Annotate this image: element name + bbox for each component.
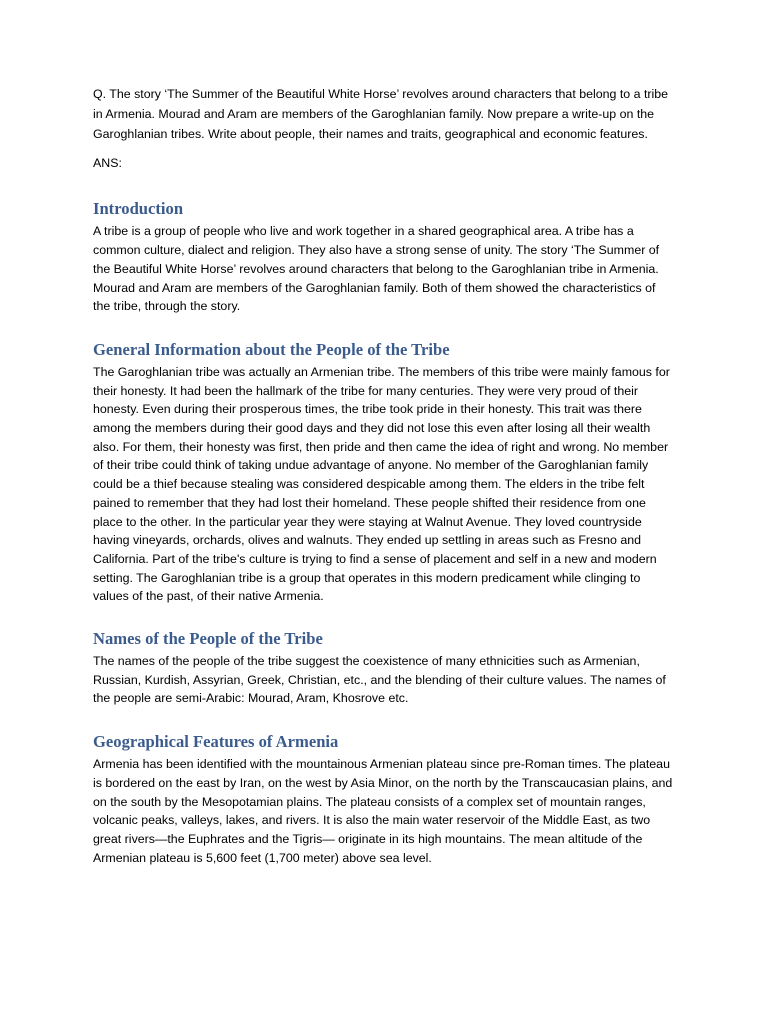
section-heading: Geographical Features of Armenia <box>93 732 339 752</box>
section-body: The names of the people of the tribe suggest the coexistence of many ethnicities such as Armenian, Russian, Kurdish, Assyrian, Greek, Christian, etc., and the blending of their culture values. The names of the people are semi-Arabic: Mourad, Aram, Khosrove etc. <box>93 654 666 706</box>
section-body: The Garoghlanian tribe was actually an Armenian tribe. The members of this tribe were mainly famous for their honesty. It had been the hallmark of the tribe for many centuries. They were very proud of their honesty. Even during their prosperous times, the tribe took pride in their honesty. This trait was there among the members during their good days and they did not lose this even after losing all their wealth also. For them, their honesty was first, then pride and then came the idea of right and wrong. No member of their tribe could think of taking undue advantage of anyone. No member of the Garoghlanian family could be a thief because stealing was considered despicable among them. The elders in the tribe felt pained to remember that they had lost their homeland. These people shifted their residence from one place to the other. In the particular year they were staying at Walnut Avenue. They loved countryside having vineyards, orchards, olives and walnuts. They ended up settling in areas such as Fresno and California. Part of the tribe's culture is trying to find a sense of placement and self in a new and modern setting. The Garoghlanian tribe is a group that operates in this modern predicament while clinging to values of the past, of their native Armenia. <box>93 364 670 604</box>
section-body: Armenia has been identified with the mountainous Armenian plateau since pre-Roman times. The plateau is bordered on the east by Iran, on the west by Asia Minor, on the north by the Transcaucasian plains, and on the south by the Mesopotamian plains. The plateau consists of a complex set of mountain ranges, volcanic peaks, valleys, lakes, and rivers. It is also the main water reservoir of the Middle East, as two great rivers—the Euphrates and the Tigris— originate in its high mountains. The mean altitude of the Armenian plateau is 5,600 feet (1,700 meter) above sea level. <box>93 757 673 865</box>
section-heading: General Information about the People of the Tribe <box>93 339 450 359</box>
section-general-information <box>93 340 675 606</box>
section-geographical-features <box>93 732 675 867</box>
section-names <box>93 629 675 708</box>
section-heading: Introduction <box>93 199 184 219</box>
section-introduction <box>93 199 675 316</box>
question-text: Q. The story ‘The Summer of the Beautiful White Horse’ revolves around characters that belong to a tribe in Armenia. Mourad and Aram are members of the Garoghlanian family. Now prepare a write-up on the Garoghlanian tribes. Write about people, their names and traits, geographical and economic features. <box>93 87 669 141</box>
answer-label: ANS: <box>93 156 122 171</box>
document-content <box>93 85 675 867</box>
section-heading: Names of the People of the Tribe <box>93 629 323 649</box>
section-body: A tribe is a group of people who live and work together in a shared geographical area. A tribe has a common culture, dialect and religion. They also have a strong sense of unity. The story ‘The Summer of the Beautiful White Horse’ revolves around characters that belong to the Garoghlanian tribe in Armenia. Mourad and Aram are members of the Garoghlanian family. Both of them showed the characteristics of the tribe, through the story. <box>93 224 660 314</box>
